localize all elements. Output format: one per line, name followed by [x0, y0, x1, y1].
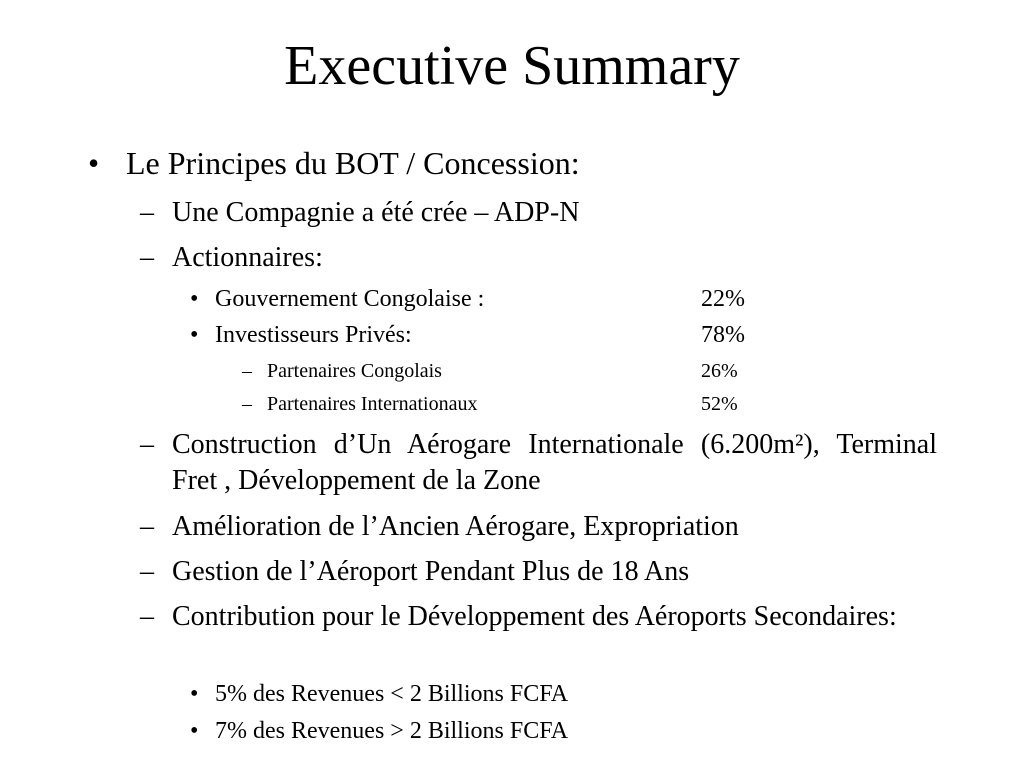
revenues-low-text: 5% des Revenues < 2 Billions FCFA [215, 681, 569, 707]
bullet-dash-icon: – [140, 511, 154, 542]
amelioration-text: Amélioration de l’Ancien Aérogare, Expropriation [172, 511, 739, 542]
construction-text: Construction d’Un Aérogare Internationale (6.200m²), Terminal Fret , Développement de la Zone [172, 429, 937, 496]
partenaires-internationaux-label: Partenaires Internationaux [267, 393, 478, 415]
principes-text: Le Principes du BOT / Concession: [126, 145, 580, 181]
bullet-dash-icon: – [140, 429, 154, 460]
investisseurs-value: 78% [701, 322, 745, 348]
bullet-dash-icon: – [140, 242, 154, 273]
bullet-dot-icon: • [190, 718, 199, 744]
partenaires-internationaux-value: 52% [701, 393, 738, 415]
bullet-dash-icon: – [242, 393, 252, 415]
bullet-dot-icon: • [190, 681, 199, 707]
slide-title: Executive Summary [284, 35, 740, 97]
bullet-dot-icon: • [88, 145, 100, 181]
actionnaires-text: Actionnaires: [172, 242, 323, 273]
partenaires-congolais-label: Partenaires Congolais [267, 360, 442, 382]
gouvernement-value: 22% [701, 286, 745, 312]
gouvernement-label: Gouvernement Congolaise : [215, 286, 485, 312]
contribution-text: Contribution pour le Développement des Aéroports Secondaires: [172, 601, 897, 632]
investisseurs-label: Investisseurs Privés: [215, 322, 412, 348]
bullet-dash-icon: – [140, 601, 154, 632]
compagnie-text: Une Compagnie a été crée – ADP-N [172, 197, 580, 228]
partenaires-congolais-value: 26% [701, 360, 738, 382]
revenues-high-text: 7% des Revenues > 2 Billions FCFA [215, 718, 569, 744]
gestion-text: Gestion de l’Aéroport Pendant Plus de 18 Ans [172, 556, 690, 587]
bullet-dot-icon: • [190, 286, 199, 312]
bullet-dash-icon: – [140, 556, 154, 587]
bullet-dash-icon: – [140, 197, 154, 228]
bullet-dot-icon: • [190, 322, 199, 348]
bullet-dash-icon: – [242, 360, 252, 382]
